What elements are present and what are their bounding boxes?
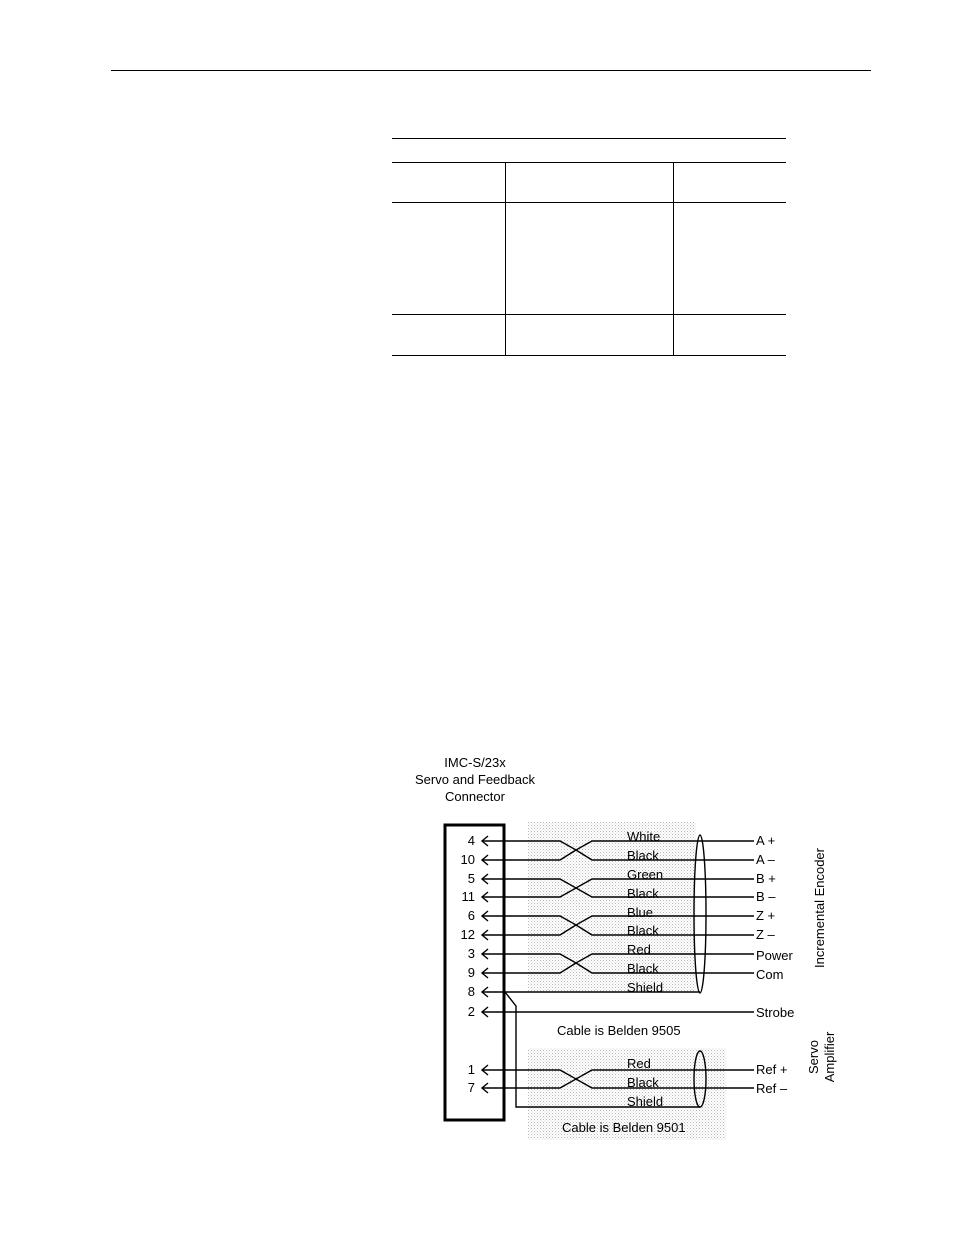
table-row-rule [392, 314, 786, 315]
pin-number: 5 [467, 871, 475, 886]
wiring-diagram [390, 750, 860, 1150]
pin-number: 6 [467, 908, 475, 923]
wire-color-label: Red [627, 1056, 651, 1071]
pin-number: 3 [467, 946, 475, 961]
pin-number: 11 [461, 889, 475, 904]
table-header-rule [392, 162, 786, 163]
wire-color-label: Blue [627, 905, 654, 920]
wire-color-label: White [627, 829, 661, 844]
wire-color-label: Shield [627, 980, 664, 995]
signal-label: Z – [756, 927, 775, 942]
header-rule [111, 70, 871, 71]
pin-number: 7 [467, 1080, 475, 1095]
signal-label: A – [756, 852, 775, 867]
pin-number: 8 [467, 984, 475, 999]
table-top-rule [392, 138, 786, 139]
signal-label: Power [756, 948, 793, 963]
wire-color-label: Black [627, 923, 659, 938]
signal-label: Com [756, 967, 784, 982]
pin-number: 2 [467, 1004, 475, 1019]
wire-color-label: Red [627, 942, 651, 957]
signal-label: Ref + [756, 1062, 788, 1077]
signal-label: A + [756, 833, 776, 848]
wire-color-label: Black [627, 848, 659, 863]
cable-label: Cable is Belden 9501 [562, 1120, 686, 1135]
pin-number: 1 [467, 1062, 475, 1077]
table-column-divider [505, 162, 506, 355]
table-column-divider [673, 162, 674, 355]
servo-label-line: Amplifier [822, 1031, 837, 1083]
wire-color-label: Black [627, 961, 659, 976]
table-bottom-rule [392, 355, 786, 356]
wire-color-label: Green [627, 867, 664, 882]
pin-number: 4 [467, 833, 475, 848]
wire-color-label: Black [627, 886, 659, 901]
signal-label: Ref – [756, 1081, 788, 1096]
wire-color-label: Shield [627, 1094, 664, 1109]
servo-label-line: Servo [806, 1040, 821, 1074]
pin-number: 10 [460, 852, 475, 867]
signal-label: Strobe [756, 1005, 795, 1020]
connector-title-line: Servo and Feedback [415, 772, 535, 787]
connector-title-line: Connector [445, 789, 505, 804]
pin-number: 9 [467, 965, 475, 980]
wire-color-label: Black [627, 1075, 659, 1090]
cable-label: Cable is Belden 9505 [557, 1023, 681, 1038]
cable1-shading [528, 822, 696, 992]
table-row-rule [392, 202, 786, 203]
pin-number: 12 [460, 927, 475, 942]
encoder-label: Incremental Encoder [812, 848, 827, 968]
connector-title-line: IMC-S/23x [444, 755, 506, 770]
signal-label: B + [756, 871, 776, 886]
signal-label: B – [756, 889, 776, 904]
signal-label: Z + [756, 908, 776, 923]
